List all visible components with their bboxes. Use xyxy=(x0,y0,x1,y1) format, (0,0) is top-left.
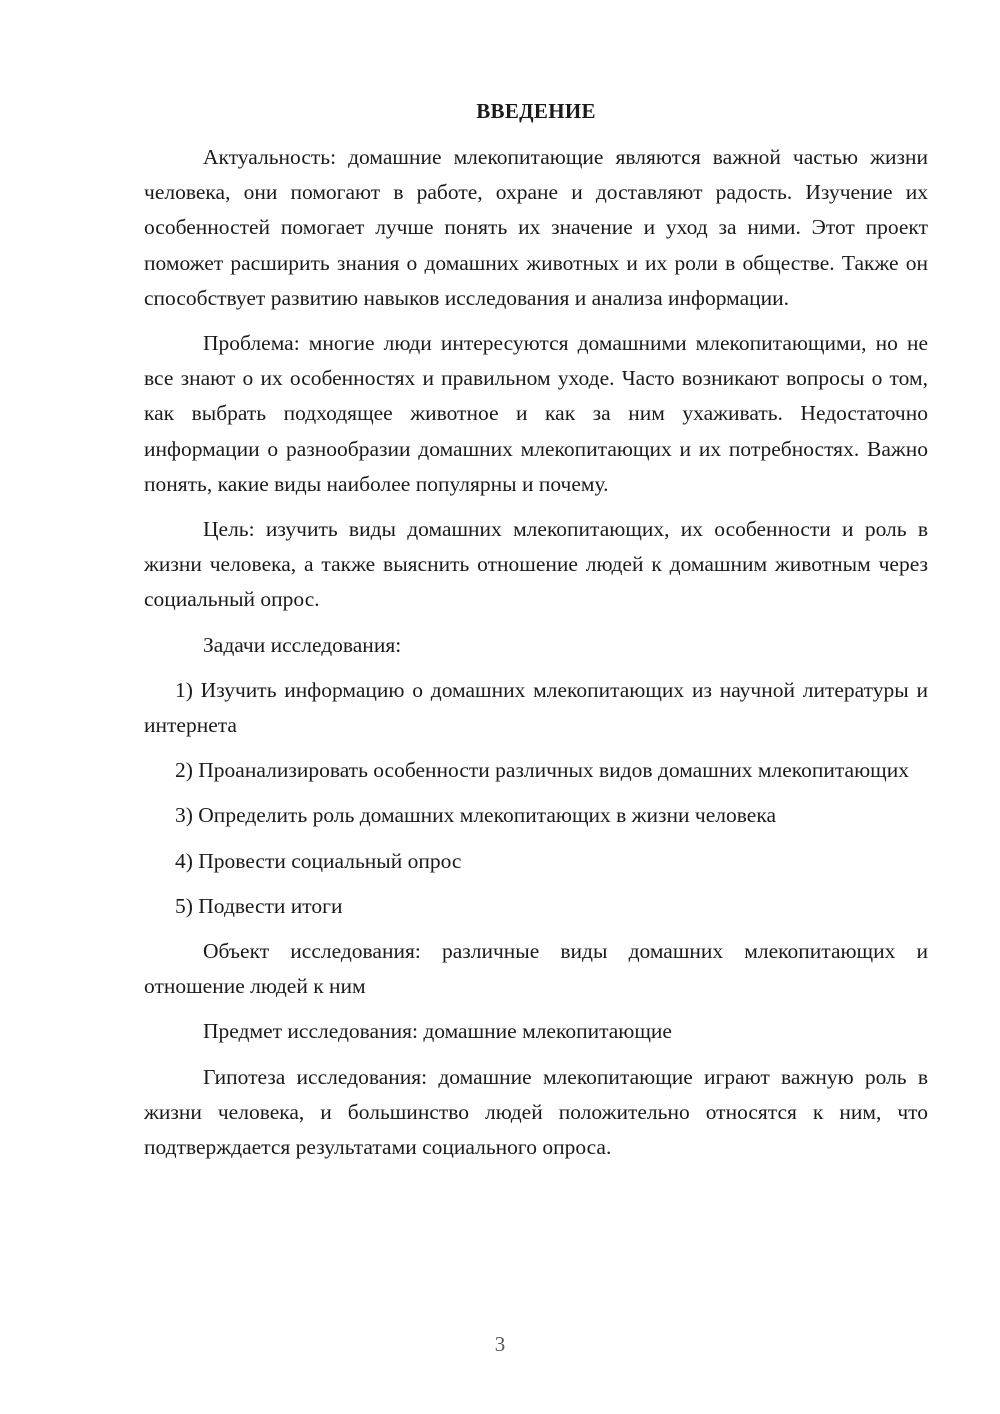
task-item-2: 2) Проанализировать особенности различных видов домашних млекопитающих xyxy=(175,758,909,783)
task-item-4: 4) Провести социальный опрос xyxy=(175,848,462,873)
paragraph-problem: Проблема: многие люди интересуются домашними млекопитающими, но не все знают о их особенностях и правильном уходе. Часто возникают вопросы о том, как выбрать подходящее животное и как за ним ухаживать. Недостаточно информации о разнообразии домашних млекопитающих и их потребностях. Важно понять, какие виды наиболее популярны и почему. xyxy=(144,331,928,496)
paragraph-hypothesis: Гипотеза исследования: домашние млекопитающие играют важную роль в жизни человека, и большинство людей положительно относятся к ним, что подтверждается результатами социального опроса. xyxy=(144,1064,928,1160)
paragraph-tasks-heading: Задачи исследования: xyxy=(203,632,402,657)
section-title: ВВЕДЕНИЕ xyxy=(476,99,596,123)
task-item-5: 5) Подвести итоги xyxy=(175,893,343,918)
page-number: 3 xyxy=(494,1332,506,1356)
paragraph-object: Объект исследования: различные виды домашних млекопитающих и отношение людей к ним xyxy=(144,939,928,999)
paragraph-subject: Предмет исследования: домашние млекопитающие xyxy=(203,1019,672,1044)
paragraph-relevance: Актуальность: домашние млекопитающие являются важной частью жизни человека, они помогают в работе, охране и доставляют радость. Изучение их особенностей помогает лучше понять их значение и уход за ними. Этот проект поможет расширить знания о домашних животных и их роли в обществе. Также он способствует развитию навыков исследования и анализа информации. xyxy=(144,145,928,310)
task-item-3: 3) Определить роль домашних млекопитающих в жизни человека xyxy=(175,803,776,828)
document-page xyxy=(144,94,928,1175)
paragraph-goal: Цель: изучить виды домашних млекопитающих, их особенности и роль в жизни человека, а также выяснить отношение людей к домашним животным через социальный опрос. xyxy=(144,517,928,612)
task-item-1: 1) Изучить информацию о домашних млекопитающих из научной литературы и интернета xyxy=(144,677,928,738)
